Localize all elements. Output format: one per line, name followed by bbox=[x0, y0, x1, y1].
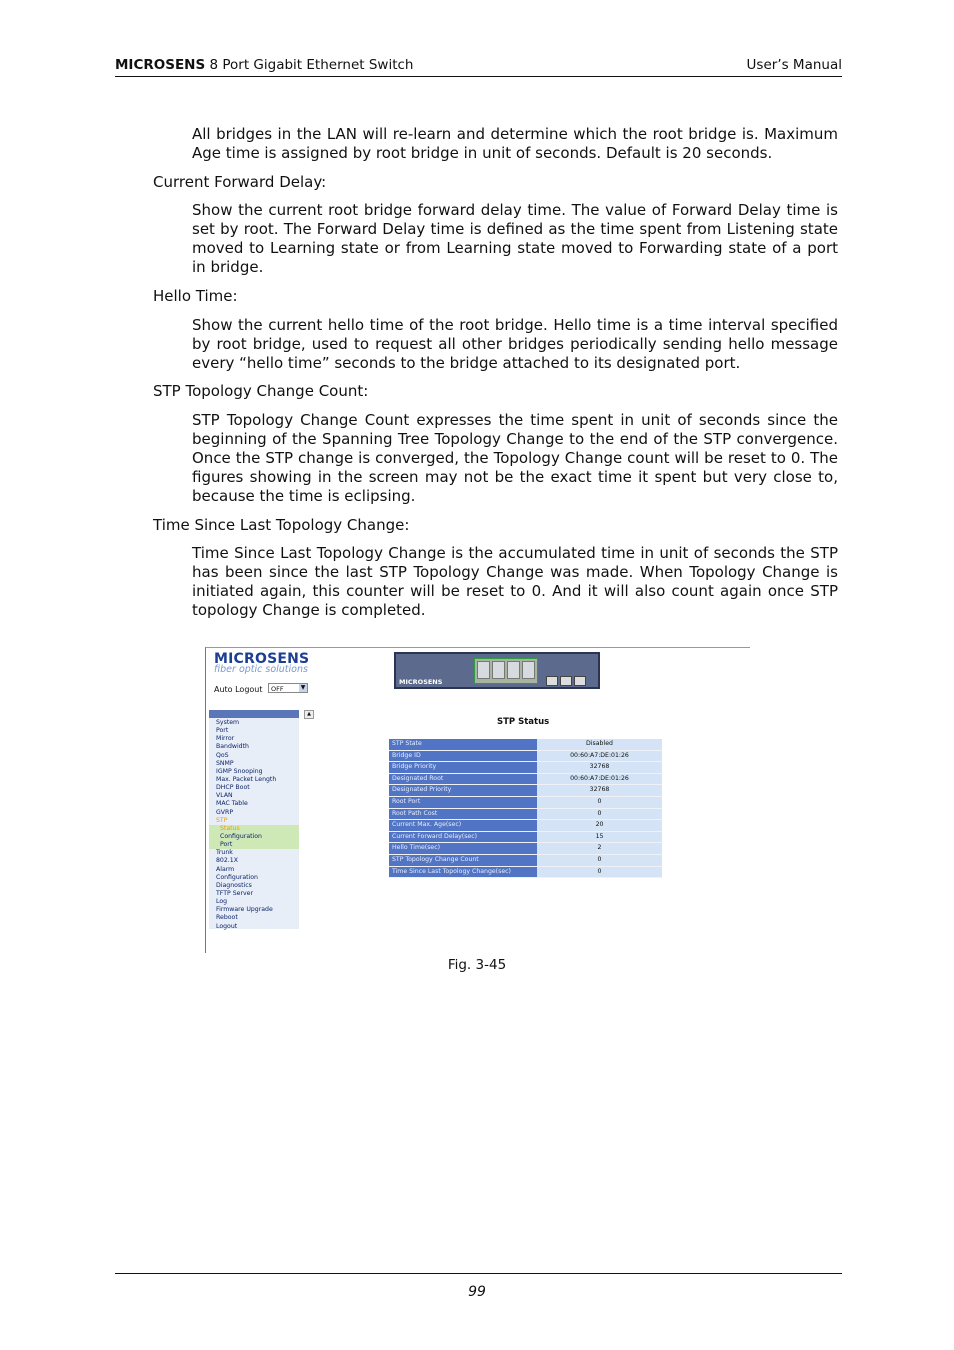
table-row bbox=[389, 808, 662, 820]
stp-field-label: STP State bbox=[389, 739, 537, 750]
stp-field-label: Time Since Last Topology Change(sec) bbox=[389, 866, 537, 878]
microsens-logo: MICROSENS bbox=[214, 651, 310, 667]
auto-logout-select[interactable] bbox=[268, 683, 308, 693]
stp-field-label: STP Topology Change Count bbox=[389, 854, 537, 866]
stp-field-value: 2 bbox=[537, 843, 662, 855]
stp-field-value: 32768 bbox=[537, 762, 662, 774]
stp-status-screenshot bbox=[205, 647, 750, 953]
header-product: 8 Port Gigabit Ethernet Switch bbox=[205, 57, 414, 73]
table-row bbox=[389, 831, 662, 843]
figure-caption: Fig. 3-45 bbox=[447, 957, 507, 973]
term-forward-delay: Current Forward Delay: bbox=[153, 173, 327, 191]
stp-field-value: 15 bbox=[537, 831, 662, 843]
sfp-port-icon bbox=[574, 676, 586, 686]
stp-field-value: 0 bbox=[537, 796, 662, 808]
menu-item[interactable]: Max. Packet Length bbox=[216, 775, 277, 783]
table-row bbox=[389, 750, 662, 762]
stp-field-value: 0 bbox=[537, 808, 662, 820]
chevron-down-icon[interactable]: ▼ bbox=[300, 684, 306, 691]
table-row bbox=[389, 820, 662, 832]
table-row bbox=[389, 843, 662, 855]
menu-item[interactable]: Alarm bbox=[216, 865, 235, 873]
table-row bbox=[389, 854, 662, 866]
footer-rule bbox=[115, 1273, 842, 1274]
port-icon bbox=[507, 661, 520, 679]
stp-status-title: STP Status bbox=[497, 717, 550, 727]
table-row bbox=[389, 796, 662, 808]
auto-logout-label: Auto Logout bbox=[214, 685, 263, 694]
menu-item[interactable]: Status bbox=[209, 825, 299, 833]
stp-field-label: Root Path Cost bbox=[389, 808, 537, 820]
auto-logout-value: OFF bbox=[271, 685, 284, 693]
switch-front-panel-image bbox=[394, 652, 600, 689]
header-brand: MICROSENS bbox=[115, 57, 206, 73]
table-row bbox=[389, 785, 662, 797]
menu-item[interactable]: DHCP Boot bbox=[216, 784, 250, 792]
menu-item[interactable]: SNMP bbox=[216, 759, 234, 767]
page-number: 99 bbox=[468, 1284, 486, 1300]
menu-item[interactable]: Log bbox=[216, 898, 228, 906]
sfp-port-icon bbox=[546, 676, 558, 686]
term-hello-time: Hello Time: bbox=[153, 287, 238, 305]
header-manual: User’s Manual bbox=[746, 57, 842, 73]
menu-item[interactable]: TFTP Server bbox=[216, 889, 253, 897]
table-row bbox=[389, 773, 662, 785]
menu-item[interactable]: Logout bbox=[216, 922, 238, 930]
port-icon bbox=[492, 661, 505, 679]
menu-item[interactable]: Configuration bbox=[216, 873, 258, 881]
port-icon bbox=[522, 661, 535, 679]
stp-field-value: Disabled bbox=[537, 739, 662, 750]
stp-field-label: Root Port bbox=[389, 796, 537, 808]
menu-item[interactable]: VLAN bbox=[216, 792, 233, 800]
stp-field-value: 20 bbox=[537, 820, 662, 832]
menu-item[interactable]: GVRP bbox=[216, 808, 234, 816]
stp-field-label: Bridge Priority bbox=[389, 762, 537, 774]
collapse-icon[interactable]: ▲ bbox=[304, 710, 314, 719]
term-topology-change-count: STP Topology Change Count: bbox=[153, 382, 369, 400]
stp-field-value: 32768 bbox=[537, 785, 662, 797]
stp-field-label: Bridge ID bbox=[389, 750, 537, 762]
menu-item[interactable]: System bbox=[216, 719, 240, 726]
menu-item[interactable]: MAC Table bbox=[216, 800, 248, 808]
menu-item[interactable]: Trunk bbox=[216, 849, 233, 857]
port-block-icon bbox=[474, 658, 538, 684]
port-icon bbox=[477, 661, 490, 679]
stp-field-label: Current Max. Age(sec) bbox=[389, 820, 537, 832]
paragraph-hello-time: Show the current hello time of the root bridge. Hello time is a time interval specified by root bridge, used to request all other bridges periodically sending hello message every “hello time” seconds to the bridge attached to its designated port. bbox=[192, 316, 838, 372]
menu-item[interactable]: 802.1X bbox=[216, 857, 238, 865]
menu-item[interactable]: Bandwidth bbox=[216, 743, 249, 751]
term-time-since-last-change: Time Since Last Topology Change: bbox=[153, 516, 410, 534]
sfp-port-icon bbox=[560, 676, 572, 686]
stp-status-table bbox=[389, 739, 662, 878]
sidebar-menu bbox=[209, 710, 311, 930]
paragraph-forward-delay: Show the current root bridge forward delay time. The value of Forward Delay time is set by root. The Forward Delay time is defined as the time spent from Listening state moved to Learning state or from Learning state moved to Forwarding state of a port in bridge. bbox=[192, 201, 838, 276]
stp-field-value: 00:60:A7:DE:01:26 bbox=[537, 750, 662, 762]
menu-item[interactable]: Configuration bbox=[209, 833, 299, 841]
stp-field-label: Designated Root bbox=[389, 773, 537, 785]
paragraph-topology-change-count: STP Topology Change Count expresses the time spent in unit of seconds since the beginning of the Spanning Tree Topology Change to the end of the STP convergence. Once the STP change is converged, the Topology Change count will be reset to 0. The figures showing in the screen may not be the exact time it spent but very close to, because the time is eclipsing. bbox=[192, 411, 838, 505]
stp-field-label: Designated Priority bbox=[389, 785, 537, 797]
table-row bbox=[389, 739, 662, 750]
table-row bbox=[389, 762, 662, 774]
stp-field-value: 0 bbox=[537, 866, 662, 878]
device-brand-label: MICROSENS bbox=[399, 678, 443, 686]
menu-item[interactable]: Diagnostics bbox=[216, 881, 252, 889]
stp-field-label: Hello Time(sec) bbox=[389, 843, 537, 855]
menu-item[interactable]: STP bbox=[216, 816, 228, 824]
menu-item[interactable]: Firmware Upgrade bbox=[216, 906, 273, 914]
paragraph-time-since-last-change: Time Since Last Topology Change is the accumulated time in unit of seconds the STP has been since the last STP Topology Change was made. When Topology Change is initiated again, this counter will be reset to 0. And it will also count again once STP topology Change is completed. bbox=[192, 544, 838, 619]
page-header bbox=[115, 57, 842, 77]
menu-item[interactable]: Mirror bbox=[216, 735, 235, 743]
stp-field-label: Current Forward Delay(sec) bbox=[389, 831, 537, 843]
menu-header-bar bbox=[209, 710, 299, 718]
paragraph-max-age: All bridges in the LAN will re-learn and determine which the root bridge is. Maximum Age time is assigned by root bridge in unit of seconds. Default is 20 seconds. bbox=[192, 125, 838, 162]
menu-item[interactable]: Port bbox=[216, 727, 229, 735]
menu-item[interactable]: IGMP Snooping bbox=[216, 767, 263, 775]
menu-item[interactable]: Port bbox=[209, 841, 299, 849]
header-title bbox=[115, 57, 413, 73]
table-row bbox=[389, 866, 662, 878]
menu-item[interactable]: Reboot bbox=[216, 914, 238, 922]
menu-list bbox=[209, 719, 299, 931]
stp-field-value: 00:60:A7:DE:01:26 bbox=[537, 773, 662, 785]
stp-field-value: 0 bbox=[537, 854, 662, 866]
logo-tagline: fiber optic solutions bbox=[214, 664, 308, 675]
menu-item[interactable]: QoS bbox=[216, 751, 229, 759]
